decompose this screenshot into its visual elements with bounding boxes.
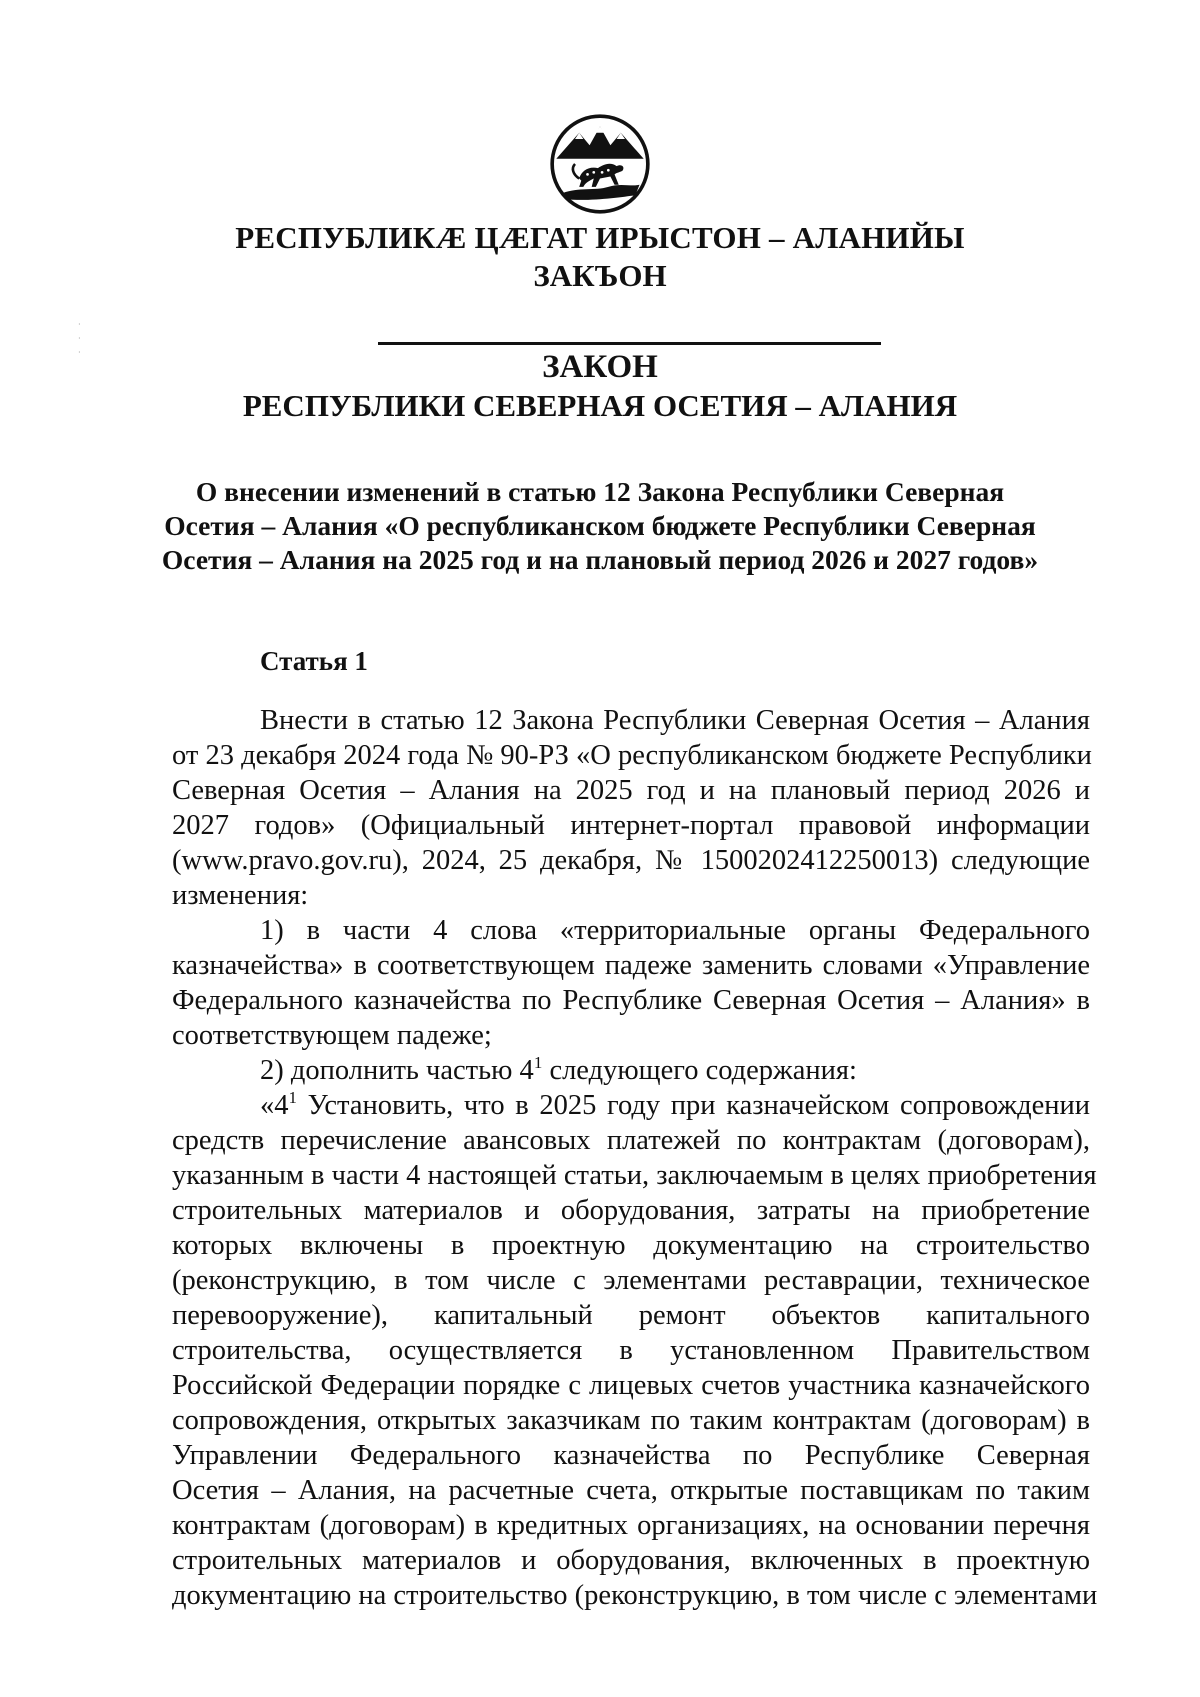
text-line: Северная Осетия – Алания на 2025 год и на плановый период 2026 и — [172, 775, 1090, 806]
text-line: (реконструкцию, в том числе с элементами реставрации, техническое — [172, 1265, 1090, 1296]
quote-paragraph — [172, 1088, 1098, 1613]
text-line: Управлении Федерального казначейства по Республике Северная — [172, 1440, 1090, 1471]
superscript: 1 — [288, 1088, 297, 1107]
russian-law-word: ЗАКОН — [542, 349, 658, 385]
text-line: сопровождения, открытых заказчикам по таким контрактам (договорам) в — [172, 1405, 1090, 1436]
text-line: 2027 годов» (Официальный интернет-портал правовой информации — [172, 810, 1090, 841]
text-line: изменения: — [172, 880, 309, 911]
article-body — [172, 703, 1098, 1613]
text-line: от 23 декабря 2024 года № 90-РЗ «О республиканском бюджете Республики — [172, 740, 1092, 771]
item-2-paragraph — [172, 1053, 1090, 1088]
coat-of-arms-snow-leopard-icon — [548, 112, 652, 216]
ossetian-republic-name: РЕСПУБЛИКÆ ЦÆГАТ ИРЫСТОН – АЛАНИЙЫ — [235, 220, 965, 255]
title-line: О внесении изменений в статью 12 Закона Республики Северная — [195, 476, 1005, 507]
intro-paragraph — [172, 703, 1090, 913]
header-divider — [378, 342, 881, 345]
text-line: перевооружение), капитальный ремонт объектов капитального — [172, 1300, 1090, 1331]
text-line — [172, 1053, 1090, 1088]
text-line: документацию на строительство (реконструкцию, в том числе с элементами — [172, 1580, 1098, 1611]
quote-prefix: «4 — [260, 1090, 289, 1121]
item-2-prefix: 2) дополнить частью 4 — [260, 1055, 534, 1086]
ossetian-law-word: ЗАКЪОН — [533, 258, 667, 293]
text-line: строительства, осуществляется в установленном Правительством — [172, 1335, 1090, 1366]
text-line: соответствующем падеже; — [172, 1020, 492, 1051]
text-line: Федерального казначейства по Республике Северная Осетия – Алания» в — [172, 985, 1090, 1016]
law-title — [160, 475, 1040, 577]
text-line: 1) в части 4 слова «территориальные органы Федерального — [260, 915, 1090, 946]
quote-first-line: Установить, что в 2025 году при казначейском сопровождении — [297, 1090, 1090, 1121]
title-line: Осетия – Алания на 2025 год и на плановый период 2026 и 2027 годов» — [161, 544, 1039, 575]
russian-republic-name: РЕСПУБЛИКИ СЕВЕРНАЯ ОСЕТИЯ – АЛАНИЯ — [242, 388, 958, 423]
text-line: (www.pravo.gov.ru), 2024, 25 декабря, № 1500202412250013) следующие — [172, 845, 1090, 876]
superscript: 1 — [533, 1053, 543, 1072]
text-line: контрактам (договорам) в кредитных организациях, на основании перечня — [172, 1510, 1090, 1541]
text-line: казначейства» в соответствующем падеже заменить словами «Управление — [172, 950, 1090, 981]
text-line: Внести в статью 12 Закона Республики Северная Осетия – Алания — [260, 705, 1090, 736]
text-line: Российской Федерации порядке с лицевых счетов участника казначейского — [172, 1370, 1090, 1401]
item-1-paragraph — [172, 913, 1090, 1053]
text-line: Осетия – Алания, на расчетные счета, открытые поставщикам по таким — [172, 1475, 1090, 1506]
text-line: указанным в части 4 настоящей статьи, заключаемым в целях приобретения — [172, 1160, 1097, 1191]
margin-scan-marks: · · · — [78, 320, 81, 357]
text-line — [172, 1088, 1090, 1123]
text-line: строительных материалов и оборудования, затраты на приобретение — [172, 1195, 1090, 1226]
title-line: Осетия – Алания «О республиканском бюджете Республики Северная — [164, 510, 1036, 541]
text-line: средств перечисление авансовых платежей по контрактам (договорам), — [172, 1125, 1090, 1156]
text-line: строительных материалов и оборудования, включенных в проектную — [172, 1545, 1090, 1576]
item-2-suffix: следующего содержания: — [542, 1055, 857, 1086]
text-line: которых включены в проектную документацию на строительство — [172, 1230, 1090, 1261]
article-heading: Статья 1 — [260, 646, 368, 676]
